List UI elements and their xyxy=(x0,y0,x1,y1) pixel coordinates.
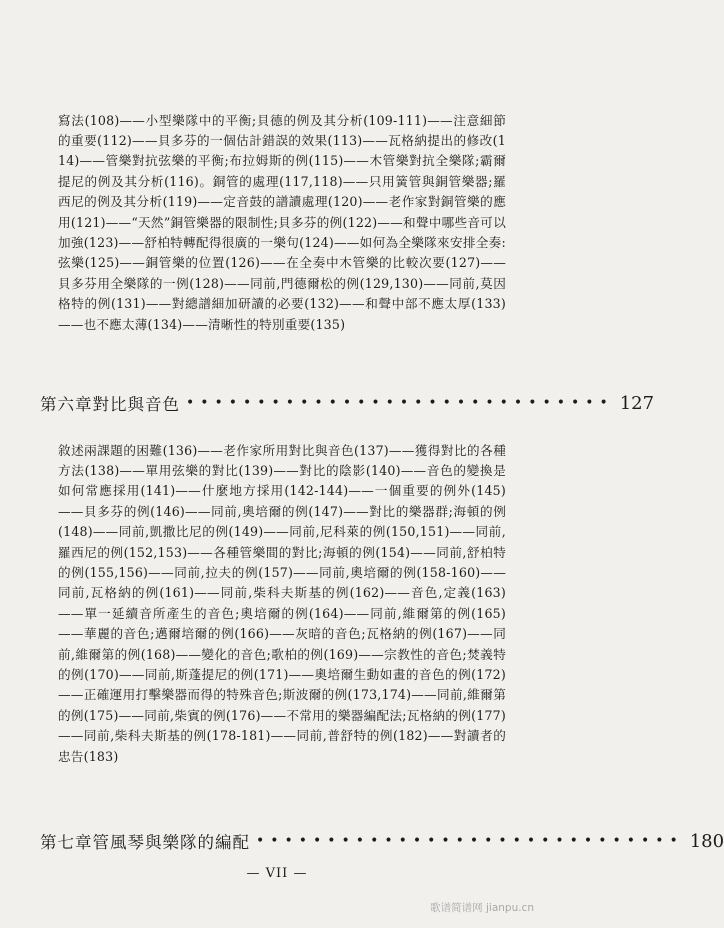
chapter-7-heading xyxy=(40,826,724,856)
chapter-7-title: 管風琴與樂隊的編配 xyxy=(92,833,250,852)
chapter-6-page-number: 127 xyxy=(619,392,655,414)
contents-paragraph-chapter-6: 敘述兩課題的困難(136)——老作家所用對比與音色(137)——獲得對比的各種方法(138)——單用弦樂的對比(139)——對比的陰影(140)——音色的變換是如何常應採用(141)——什麼地方採用(142-144)——一個重要的例外(145)——貝多芬的例(146)——同前,奧培爾的例(147)——對比的樂器群;海頓的例(148)——同前,凱撒比尼的例(149)——同前,尼科萊的例(150,151)——同前,羅西尼的例(152,153)——各種管樂間的對比;海頓的例(154)——同前,舒柏特的例(155,156)——同前,拉夫的例(157)——同前,奧培爾的例(158-160)——同前,瓦格納的例(161)——同前,柴科夫斯基的例(162)——音色,定義(163)——單一延續音所產生的音色;奧培爾的例(164)——同前,維爾第的例(165)——華麗的音色;邁爾培爾的例(166)——灰暗的音色;瓦格納的例(167)——同前,維爾第的例(168)——變化的音色;歌柏的例(169)——宗教性的音色;焚義特的例(170)——同前,斯蓬提尼的例(171)——奧培爾生動如畫的音色的例(172)——正確運用打擊樂器而得的特殊音色;斯波爾的例(173,174)——同前,維爾第的例(175)——同前,柴賓的例(176)——不常用的樂器編配法;瓦格納的例(177)——同前,柴科夫斯基的例(178-181)——同前,普舒特的例(182)——對讀者的忠告(183) xyxy=(58,442,506,764)
leader-dots: •••••••••••••••••••••••••••••• xyxy=(186,395,614,411)
page-folio: — VII — xyxy=(246,866,308,881)
chapter-6-label: 第六章 xyxy=(40,395,93,414)
chapter-7-page-number: 180 xyxy=(689,830,724,852)
chapter-6-title: 對比與音色 xyxy=(92,395,180,414)
chapter-6-heading xyxy=(40,388,655,418)
leader-dots: •••••••••••••••••••••••••••••• xyxy=(256,833,684,849)
site-watermark: 歌谱简谱网 jianpu.cn xyxy=(430,902,534,914)
chapter-7-label: 第七章 xyxy=(40,833,93,852)
contents-paragraph-chapter-5: 寫法(108)——小型樂隊中的平衡;貝德的例及其分析(109-111)——注意細節的重要(112)——貝多芬的一個估計錯誤的效果(113)——瓦格納提出的修改(114)——管樂對抗弦樂的平衡;布拉姆斯的例(115)——木管樂對抗全樂隊;霸爾提尼的例及其分析(116)。銅管的處理(117,118)——只用簧管與銅管樂器;羅西尼的例及其分析(119)——定音鼓的譜讀處理(120)——老作家對銅管樂的應用(121)——“天然”銅管樂器的限制性;貝多芬的例(122)——和聲中哪些音可以加強(123)——舒柏特轉配得很廣的一樂句(124)——如何為全樂隊來安排全奏:弦樂(125)——銅管樂的位置(126)——在全奏中木管樂的比較次要(127)——貝多芬用全樂隊的一例(128)——同前,門德爾松的例(129,130)——同前,莫因格特的例(131)——對總譜細加研讀的必要(132)——和聲中部不應太厚(133)——也不應太薄(134)——清晰性的特別重要(135) xyxy=(58,112,506,332)
